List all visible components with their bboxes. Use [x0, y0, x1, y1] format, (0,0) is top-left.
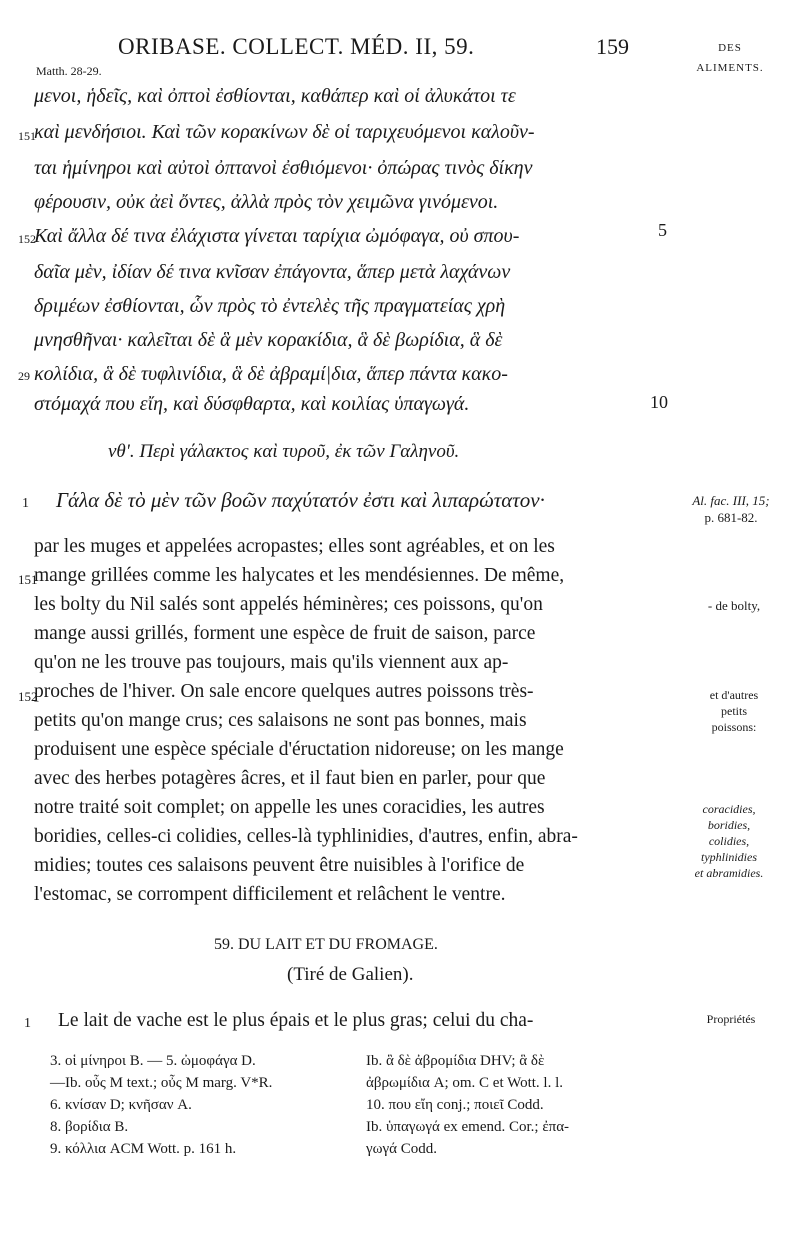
- french-line: mange aussi grillés, forment une espèce de fruit de saison, parce: [34, 623, 536, 644]
- french-section-subtitle: (Tiré de Galien).: [287, 964, 414, 985]
- french-line: notre traité soit complet; on appelle les unes coracidies, les autres: [34, 797, 545, 818]
- footnote: ἀβρωμίδια A; om. C et Wott. l. l.: [366, 1075, 563, 1091]
- french-line: midies; toutes ces salaisons peuvent être nuisibles à l'orifice de: [34, 855, 525, 876]
- right-line-number: 5: [658, 220, 667, 240]
- greek-line-number: 152: [18, 232, 36, 246]
- french-line: mange grillées comme les halycates et les mendésiennes. De même,: [34, 565, 565, 586]
- greek-section-title: νθʹ. Περὶ γάλακτος καὶ τυροῦ, ἐκ τῶν Γαληνοῦ.: [108, 441, 460, 462]
- footnote: —Ib. οὖς M text.; οὖς M marg. V*R.: [50, 1075, 273, 1091]
- margin-note: boridies,: [707, 818, 751, 832]
- footnote: Ib. ὑπαγωγά ex emend. Cor.; ἐπα-: [366, 1119, 570, 1135]
- margin-note: et d'autres: [709, 688, 759, 702]
- french-line: [34, 532, 555, 562]
- running-head: ORIBASE. COLLECT. MÉD. II, 59.: [118, 34, 475, 59]
- paragraph-number: 1: [24, 1016, 31, 1031]
- margin-note: typhlinidies: [701, 850, 757, 864]
- page-number: 159: [596, 34, 629, 59]
- greek-line-number: 151: [18, 129, 36, 143]
- french-line: boridies, celles-ci colidies, celles-là typhlinidies, d'autres, enfin, abra-: [34, 826, 578, 847]
- greek-line: ται ἡμίνηροι καὶ αὐτοὶ ὀπτανοὶ ἐσθιόμενοι· ὀπώρας τινὸς δίκην: [34, 157, 533, 179]
- footnotes-right: [366, 1050, 569, 1160]
- margin-note: - de bolty,: [707, 598, 761, 613]
- footnote: Ib. ἃ δὲ ἀβρομίδια DHV; ἃ δὲ: [366, 1053, 545, 1069]
- right-line-number: 10: [650, 392, 668, 412]
- margin-note: poissons:: [711, 720, 757, 734]
- french-line-number: 151: [18, 572, 38, 587]
- french-line: proches de l'hiver. On sale encore quelques autres poissons très-: [34, 681, 534, 702]
- greek-line: φέρουσιν, οὐκ ἀεὶ ὄντες, ἀλλὰ πρὸς τὸν χειμῶνα γινόμενοι.: [34, 191, 499, 213]
- greek-line: δαῖα μὲν, ἰδίαν δέ τινα κνῖσαν ἐπάγοντα, ἅπερ μετὰ λαχάνων: [34, 261, 511, 283]
- margin-note: Propriétés: [706, 1012, 756, 1026]
- margin-reference: p. 681-82.: [704, 510, 758, 525]
- reference-matth: Matth. 28-29.: [36, 64, 102, 78]
- greek-line-number: 29: [18, 369, 30, 383]
- footnote: 8. βορίδια B.: [50, 1119, 129, 1135]
- greek-line: καὶ μενδήσιοι. Καὶ τῶν κορακίνων δὲ οἱ ταριχευόμενοι καλοῦν-: [34, 121, 535, 143]
- french-first-line: Le lait de vache est le plus épais et le plus gras; celui du cha-: [58, 1010, 534, 1031]
- french-line: les bolty du Nil salés sont appelés héminères; ces poissons, qu'on: [34, 594, 543, 615]
- greek-first-line: Γάλα δὲ τὸ μὲν τῶν βοῶν παχύτατόν ἐστι καὶ λιπαρώτατον·: [56, 488, 545, 512]
- greek-line: στόμαχά που εἴη, καὶ δύσφθαρτα, καὶ κοιλίας ὑπαγωγά.: [34, 393, 470, 415]
- side-head: DES ALIMENTS.: [696, 42, 764, 74]
- french-line: qu'on ne les trouve pas toujours, mais qu'ils viennent aux ap-: [34, 652, 509, 673]
- footnote: 6. κνίσαν D; κνῆσαν A.: [50, 1097, 192, 1113]
- footnote: 9. κόλλια ACM Wott. p. 161 h.: [50, 1141, 237, 1157]
- french-line-number: 152: [18, 689, 38, 704]
- margin-reference: Al. fac. III, 15;: [692, 493, 770, 508]
- french-line: petits qu'on mange crus; ces salaisons ne sont pas bonnes, mais: [34, 710, 527, 731]
- footnote: 3. οἱ μίνηροι B. — 5. ὠμοφάγα D.: [50, 1053, 256, 1069]
- greek-line: κολίδια, ἃ δὲ τυφλινίδια, ἃ δὲ ἀβραμί|δια, ἅπερ πάντα κακο-: [34, 363, 508, 385]
- french-line: l'estomac, se corrompent difficilement et relâchent le ventre.: [34, 884, 506, 905]
- greek-line: μνησθῆναι· καλεῖται δὲ ἃ μὲν κορακίδια, ἃ δὲ βωρίδια, ἃ δὲ: [34, 329, 503, 351]
- footnote: γωγά Codd.: [366, 1141, 437, 1157]
- greek-line: Καὶ ἄλλα δέ τινα ἐλάχιστα γίνεται ταρίχια ὠμόφαγα, οὐ σπου-: [34, 225, 520, 247]
- french-section-title: 59. DU LAIT ET DU FROMAGE.: [214, 936, 438, 953]
- french-line: produisent une espèce spéciale d'éructation nidoreuse; on les mange: [34, 739, 564, 760]
- greek-line: δριμέων ἐσθίονται, ὧν πρὸς τὸ ἐντελὲς τῆς πραγματείας χρὴ: [34, 295, 506, 317]
- french-line: avec des herbes potagères âcres, et il faut bien en parler, pour que: [34, 768, 546, 789]
- text-fragment: par les muges et appelées acropastes; elles sont agréables, et on les: [34, 536, 555, 557]
- greek-line: μενοι, ἡδεῖς, καὶ ὀπτοὶ ἐσθίονται, καθάπερ καὶ οἱ ἀλυκάτοι τε: [34, 85, 516, 107]
- margin-note: et abramidies.: [694, 866, 764, 880]
- margin-note: petits: [721, 704, 747, 718]
- paragraph-number: 1: [22, 496, 29, 511]
- footnotes-left: [50, 1050, 272, 1160]
- footnote: 10. που εἴη conj.; ποιεῖ Codd.: [366, 1097, 544, 1113]
- margin-note: colidies,: [708, 834, 750, 848]
- margin-note: coracidies,: [702, 802, 756, 816]
